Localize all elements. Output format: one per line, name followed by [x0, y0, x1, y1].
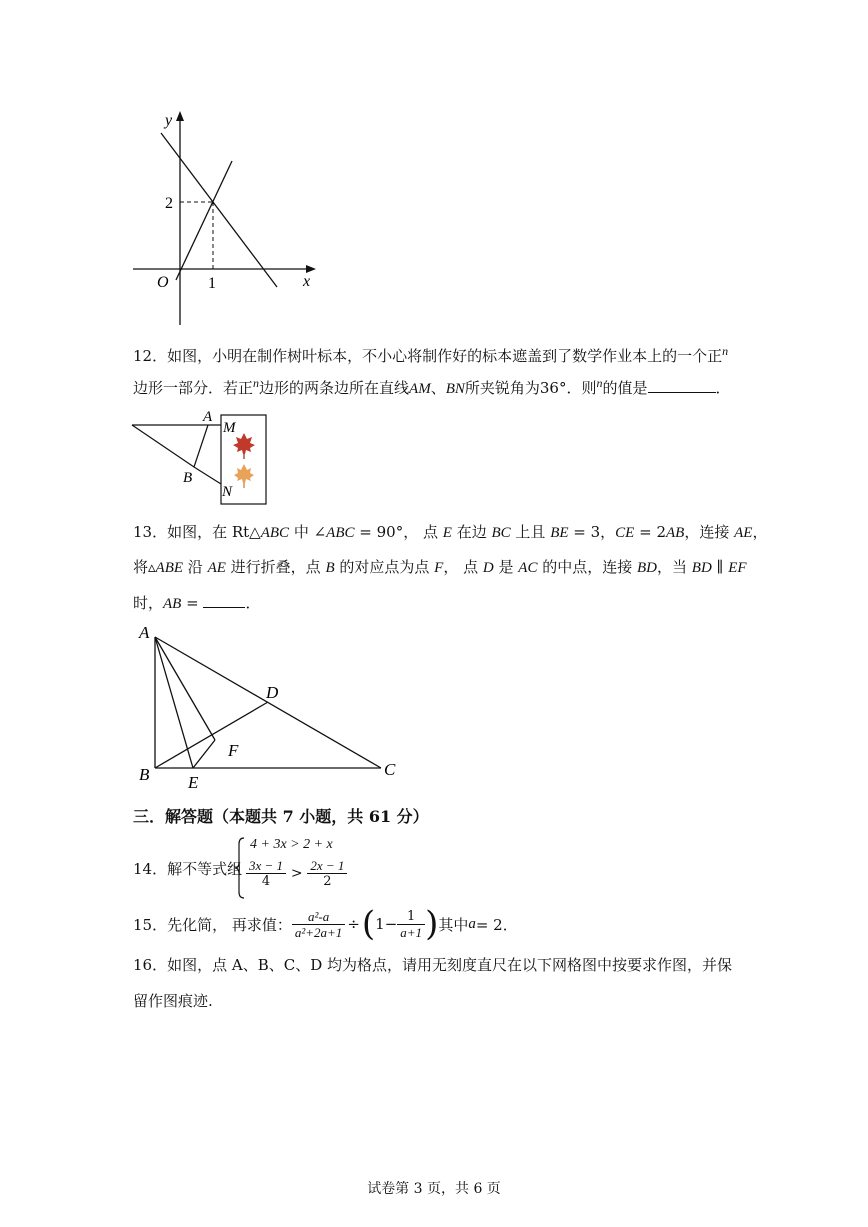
line-through-origin	[176, 161, 232, 280]
q13-label-f: F	[228, 741, 239, 760]
q14-inequality-2: $\frac{3x - 1}{4}$ > $\frac{2x - 1}{2}$	[246, 858, 347, 889]
q13-answer-blank[interactable]	[203, 591, 245, 608]
q16-line1: 16．如图，点 A、B、C、D 均为格点，请用无刻度直尺在以下网格图中按要求作图，并保	[133, 956, 732, 974]
q16-line2: 留作图痕迹.	[133, 992, 213, 1010]
q13-ae	[155, 637, 193, 768]
q13-line1: 13．如图，在 Rt△ABC 中 ∠ABC = 90°， 点 E 在边 BC 上且 BE = 3，CE = 2AB，连接 AE，	[133, 523, 768, 541]
origin-label: O	[157, 274, 169, 291]
q12-label-n: N	[222, 484, 233, 500]
q13-label-e: E	[188, 773, 199, 792]
q12-bn-line	[194, 467, 221, 484]
y-label: y	[165, 112, 173, 129]
q15-frac-2: $\frac{1}{a+1}$	[397, 909, 425, 940]
x-axis-arrow	[306, 265, 316, 273]
x-label: x	[303, 273, 311, 290]
coordinate-graph	[125, 105, 325, 330]
q13-af	[155, 637, 215, 740]
q13-label-c: C	[384, 760, 396, 779]
q13-line2: 将▵ABE 沿 AE 进行折叠，点 B 的对应点为点 F， 点 D 是 AC 的中点，连接 BD，当 BD ∥ EF	[133, 558, 747, 576]
q15-line: 15．先化简， 再求值： $\frac{\text{a²-a}}{\text{a²+2a+1}}$ ÷ ( 1− $\frac{1}{a+1}$ ) 其中 a = 2．	[133, 904, 518, 944]
q14-brace	[234, 836, 246, 900]
q13-label-d: D	[266, 683, 279, 702]
q13-label-a: A	[139, 623, 150, 642]
q13-line3: 时，AB = ．	[133, 591, 260, 615]
page-footer: 试卷第 3 页，共 6 页	[367, 1181, 501, 1197]
q13-bd	[155, 702, 268, 768]
q14-prefix: 14．解不等式组	[133, 860, 243, 878]
q12-line1: 12．如图，小明在制作树叶标本，不小心将制作好的标本遮盖到了数学作业本上的一个正$^n$	[133, 344, 729, 365]
tick-x-label: 1	[208, 275, 216, 292]
y-axis-arrow	[176, 111, 184, 121]
q13-label-b: B	[139, 765, 150, 784]
decreasing-line	[161, 133, 277, 287]
q12-line2: 边形一部分．若正$^n$边形的两条边所在直线AM、BN所夹锐角为36°．则$^n$的值是 ．	[133, 376, 731, 397]
q13-figure	[133, 620, 408, 795]
q14-frac-right: $\frac{2x - 1}{2}$	[307, 858, 347, 889]
q12-label-b: B	[183, 470, 193, 486]
q12-ab-edge	[194, 425, 208, 467]
q12-left-diagonal	[132, 425, 194, 467]
q15-frac-1: $\frac{\text{a²-a}}{\text{a²+2a+1}}$	[292, 909, 345, 940]
tick-y-label: 2	[165, 195, 173, 212]
q12-label-m: M	[223, 420, 236, 436]
section3-heading: 三．解答题（本题共 7 小题，共 61 分）	[133, 807, 429, 826]
q14-frac-left: $\frac{3x - 1}{4}$	[246, 858, 286, 889]
q14-inequality-1: 4 + 3x > 2 + x	[250, 837, 333, 852]
q12-answer-blank[interactable]	[648, 376, 716, 393]
q12-figure	[128, 405, 278, 510]
q12-label-a: A	[203, 409, 213, 425]
